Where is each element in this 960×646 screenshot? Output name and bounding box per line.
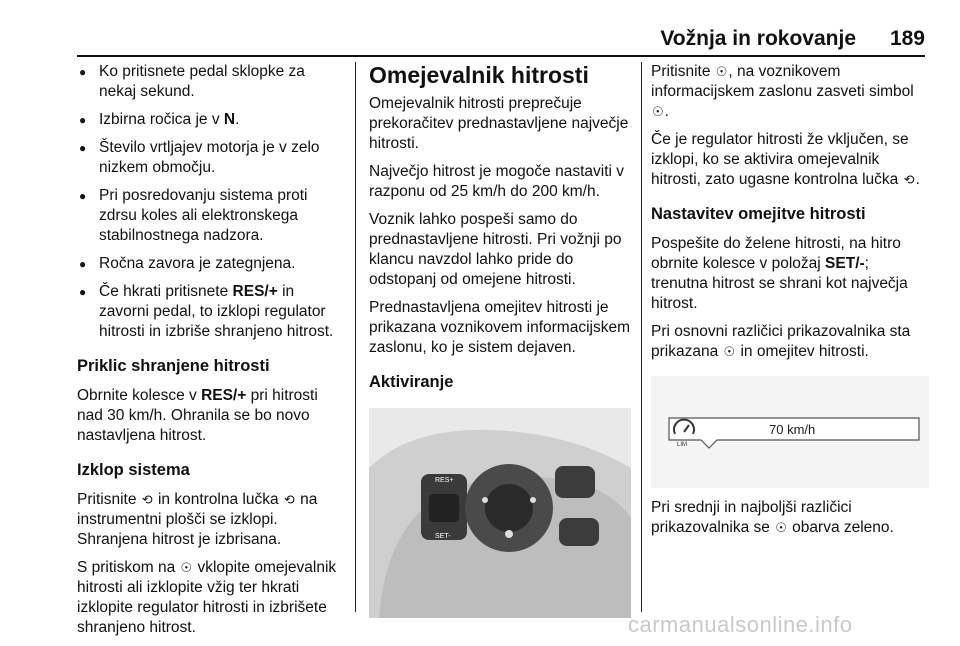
cruise-control-icon: ⟲ [141, 492, 153, 507]
page-number: 189 [889, 27, 925, 50]
list-item: ● Ročna zavora je zategnjena. [77, 254, 345, 274]
paragraph: Omejevalnik hitrosti preprečuje prekoračitev prednastavljene največje hitrosti. [369, 95, 629, 152]
heading-activate: Aktiviranje [369, 373, 454, 391]
driver-info-display-image [651, 376, 929, 488]
column-right [651, 62, 929, 546]
watermark: carmanualsonline.info [628, 612, 853, 637]
lim-label: LIM [677, 442, 688, 448]
cruise-control-icon: ⟲ [903, 172, 915, 187]
section-title: Vožnja in rokovanje [660, 27, 856, 50]
cruise-control-icon: ⟲ [283, 492, 295, 507]
speed-limiter-icon: ☉ [180, 560, 193, 575]
steering-wheel-controls-image [369, 408, 631, 618]
column-left [77, 62, 345, 646]
heading-main: Omejevalnik hitrosti [369, 62, 589, 88]
list-item: ● Ko pritisnete pedal sklopke za nekaj sekund. [77, 62, 345, 102]
speed-limiter-icon: ☉ [775, 520, 787, 535]
paragraph: Če je regulator hitrosti že vključen, se izklopi, ko se aktivira omejevalnik hitrosti, zato ugasne kontrolna lučka ⟲. [651, 131, 920, 188]
paragraph: Pospešite do želene hitrosti, na hitro obrnite kolesce v položaj SET/-; trenutna hitrost se shrani kot največja hitrost. [651, 235, 908, 312]
display-speed: 70 km/h [769, 422, 816, 437]
heading-off: Izklop sistema [77, 461, 190, 479]
paragraph: S pritiskom na ☉ vklopite omejevalnik hitrosti ali izklopite vžig ter hkrati izklopite regulator hitrosti in izbrišete shranjeno hitrost. [77, 559, 337, 636]
speed-limiter-icon: ☉ [715, 64, 728, 79]
paragraph: Pritisnite ⟲ in kontrolna lučka ⟲ na instrumentni plošči se izklopi. Shranjena hitrost je izbrisana. [77, 491, 318, 548]
list-item: ● Če hkrati pritisnete RES/+ in zavorni pedal, to izklopi regulator hitrosti in izbriše shranjeno hitrost. [77, 282, 345, 342]
speed-limiter-icon: ☉ [723, 344, 736, 359]
condition-list [77, 62, 345, 342]
speed-limiter-icon: ☉ [652, 104, 664, 119]
set-label: SET- [435, 533, 451, 540]
column-middle [369, 62, 633, 624]
paragraph: Pri srednji in najboljši različici prikazovalnika se ☉ obarva zeleno. [651, 499, 894, 536]
column-divider [355, 62, 356, 612]
list-item: ● Izbirna ročica je v N. [77, 110, 345, 130]
res-label: RES+ [435, 477, 454, 484]
list-item: ● Pri posredovanju sistema proti zdrsu koles ali elektronskega stabilnostnega nadzora. [77, 186, 345, 246]
header-rule [77, 55, 925, 57]
paragraph: Pritisnite ☉, na voznikovem informacijskem zaslonu zasveti simbol ☉. [651, 63, 914, 120]
column-divider [641, 62, 642, 612]
paragraph: Pri osnovni različici prikazovalnika sta prikazana ☉ in omejitev hitrosti. [651, 323, 911, 360]
heading-recall: Priklic shranjene hitrosti [77, 357, 270, 375]
page-header [0, 0, 960, 56]
paragraph: Največjo hitrost je mogoče nastaviti v razponu od 25 km/h do 200 km/h. [369, 163, 625, 200]
paragraph: Obrnite kolesce v RES/+ pri hitrosti nad 30 km/h. Ohranila se bo novo nastavljena hitrost. [77, 387, 318, 444]
paragraph: Prednastavljena omejitev hitrosti je prikazana voznikovem informacijskem zaslonu, ko je sistem dejaven. [369, 299, 631, 356]
heading-set-limit: Nastavitev omejitve hitrosti [651, 205, 866, 223]
list-item: ● Število vrtljajev motorja je v zelo nizkem območju. [77, 138, 345, 178]
paragraph: Voznik lahko pospeši samo do prednastavljene hitrosti. Pri vožnji po klancu navzdol lahko pride do odstopanj od omejene hitrosti. [369, 211, 622, 288]
